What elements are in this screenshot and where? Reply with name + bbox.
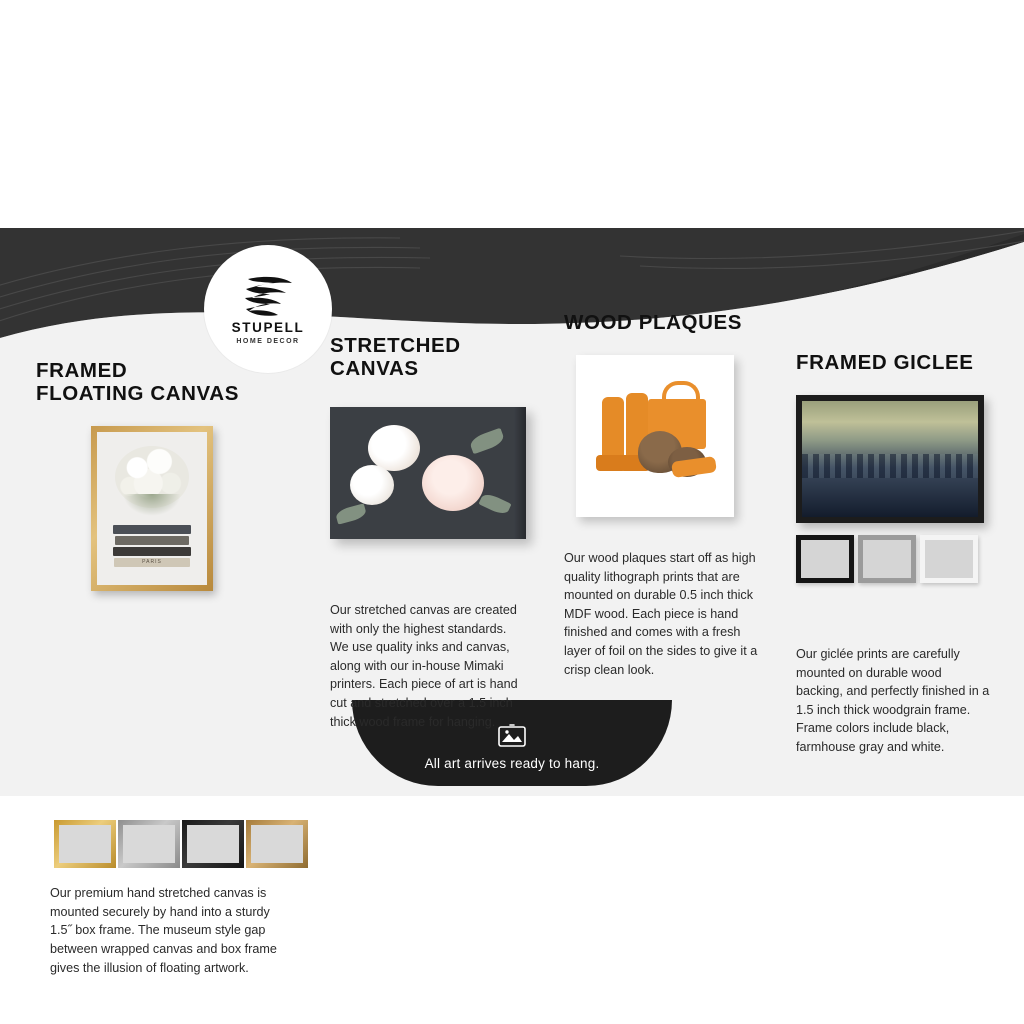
swatch-black[interactable] [182, 820, 244, 868]
stupell-swoosh-logo-icon [240, 273, 296, 319]
swatch-antique-gold[interactable] [246, 820, 308, 868]
swatch-gray[interactable] [118, 820, 180, 868]
giclee-swatch-black[interactable] [796, 535, 854, 583]
brand-logo [204, 245, 332, 373]
column-stretched-canvas [330, 335, 530, 731]
column-4-title: FRAMED GICLEE [796, 351, 974, 374]
column-4-description: Our giclée prints are carefully mounted on durable wood backing, and perfectly finished in a 1.5 inch thick woodgrain frame. Frame colors include black, farmhouse gray and white. [796, 646, 990, 755]
column-wood-plaques [564, 312, 764, 679]
column-3-description: Our wood plaques start off as high quality lithograph prints that are mounted on durable 0.5 inch thick MDF wood. Each piece is hand finished and comes with a fresh layer of foil on the sides to give it a crisp clean look. [564, 550, 758, 677]
column-2-title-line-1: STRETCHED [330, 334, 461, 357]
framed-giclee-art [796, 395, 984, 523]
floating-frame [91, 426, 213, 591]
column-3-artwork [564, 355, 764, 523]
column-4-artwork [796, 395, 996, 585]
swatch-gold[interactable] [54, 820, 116, 868]
column-1-artwork [36, 426, 296, 606]
stacked-books-art [113, 523, 191, 567]
column-2-title [330, 335, 530, 381]
column-framed-floating-canvas [36, 360, 296, 606]
brand-name: STUPELL [231, 320, 305, 336]
column-2-title-line-2: CANVAS [330, 356, 419, 380]
column-framed-giclee [796, 352, 996, 757]
foliage-art [123, 494, 181, 516]
ready-to-hang-text: All art arrives ready to hang. [424, 755, 600, 771]
column-1-description: Our premium hand stretched canvas is mounted securely by hand into a sturdy 1.5˝ box frame. The museum style gap between wrapped canvas and box frame gives the illusion of floating artwork. [50, 886, 277, 975]
column-1-title-line-1: FRAMED [36, 359, 128, 382]
giclee-swatch-white[interactable] [920, 535, 978, 583]
giclee-frame-swatches [796, 535, 978, 583]
frame-color-swatches [54, 820, 308, 868]
column-1-title-line-2: FLOATING CANVAS [36, 381, 239, 405]
column-2-description: Our stretched canvas are created with only the highest standards. We use quality inks and canvas, along with our in-house Mimaki printers. Each piece of art is hand cut and stretched over a 1.5 inch thick wood frame for hanging. [330, 602, 518, 729]
giclee-swatch-farmhouse-gray[interactable] [858, 535, 916, 583]
stretched-canvas-art [330, 407, 526, 539]
column-3-title: WOOD PLAQUES [564, 311, 743, 334]
brand-tagline: HOME DECOR [236, 337, 300, 345]
wood-plaque-art [576, 355, 734, 517]
column-2-artwork [330, 407, 530, 567]
